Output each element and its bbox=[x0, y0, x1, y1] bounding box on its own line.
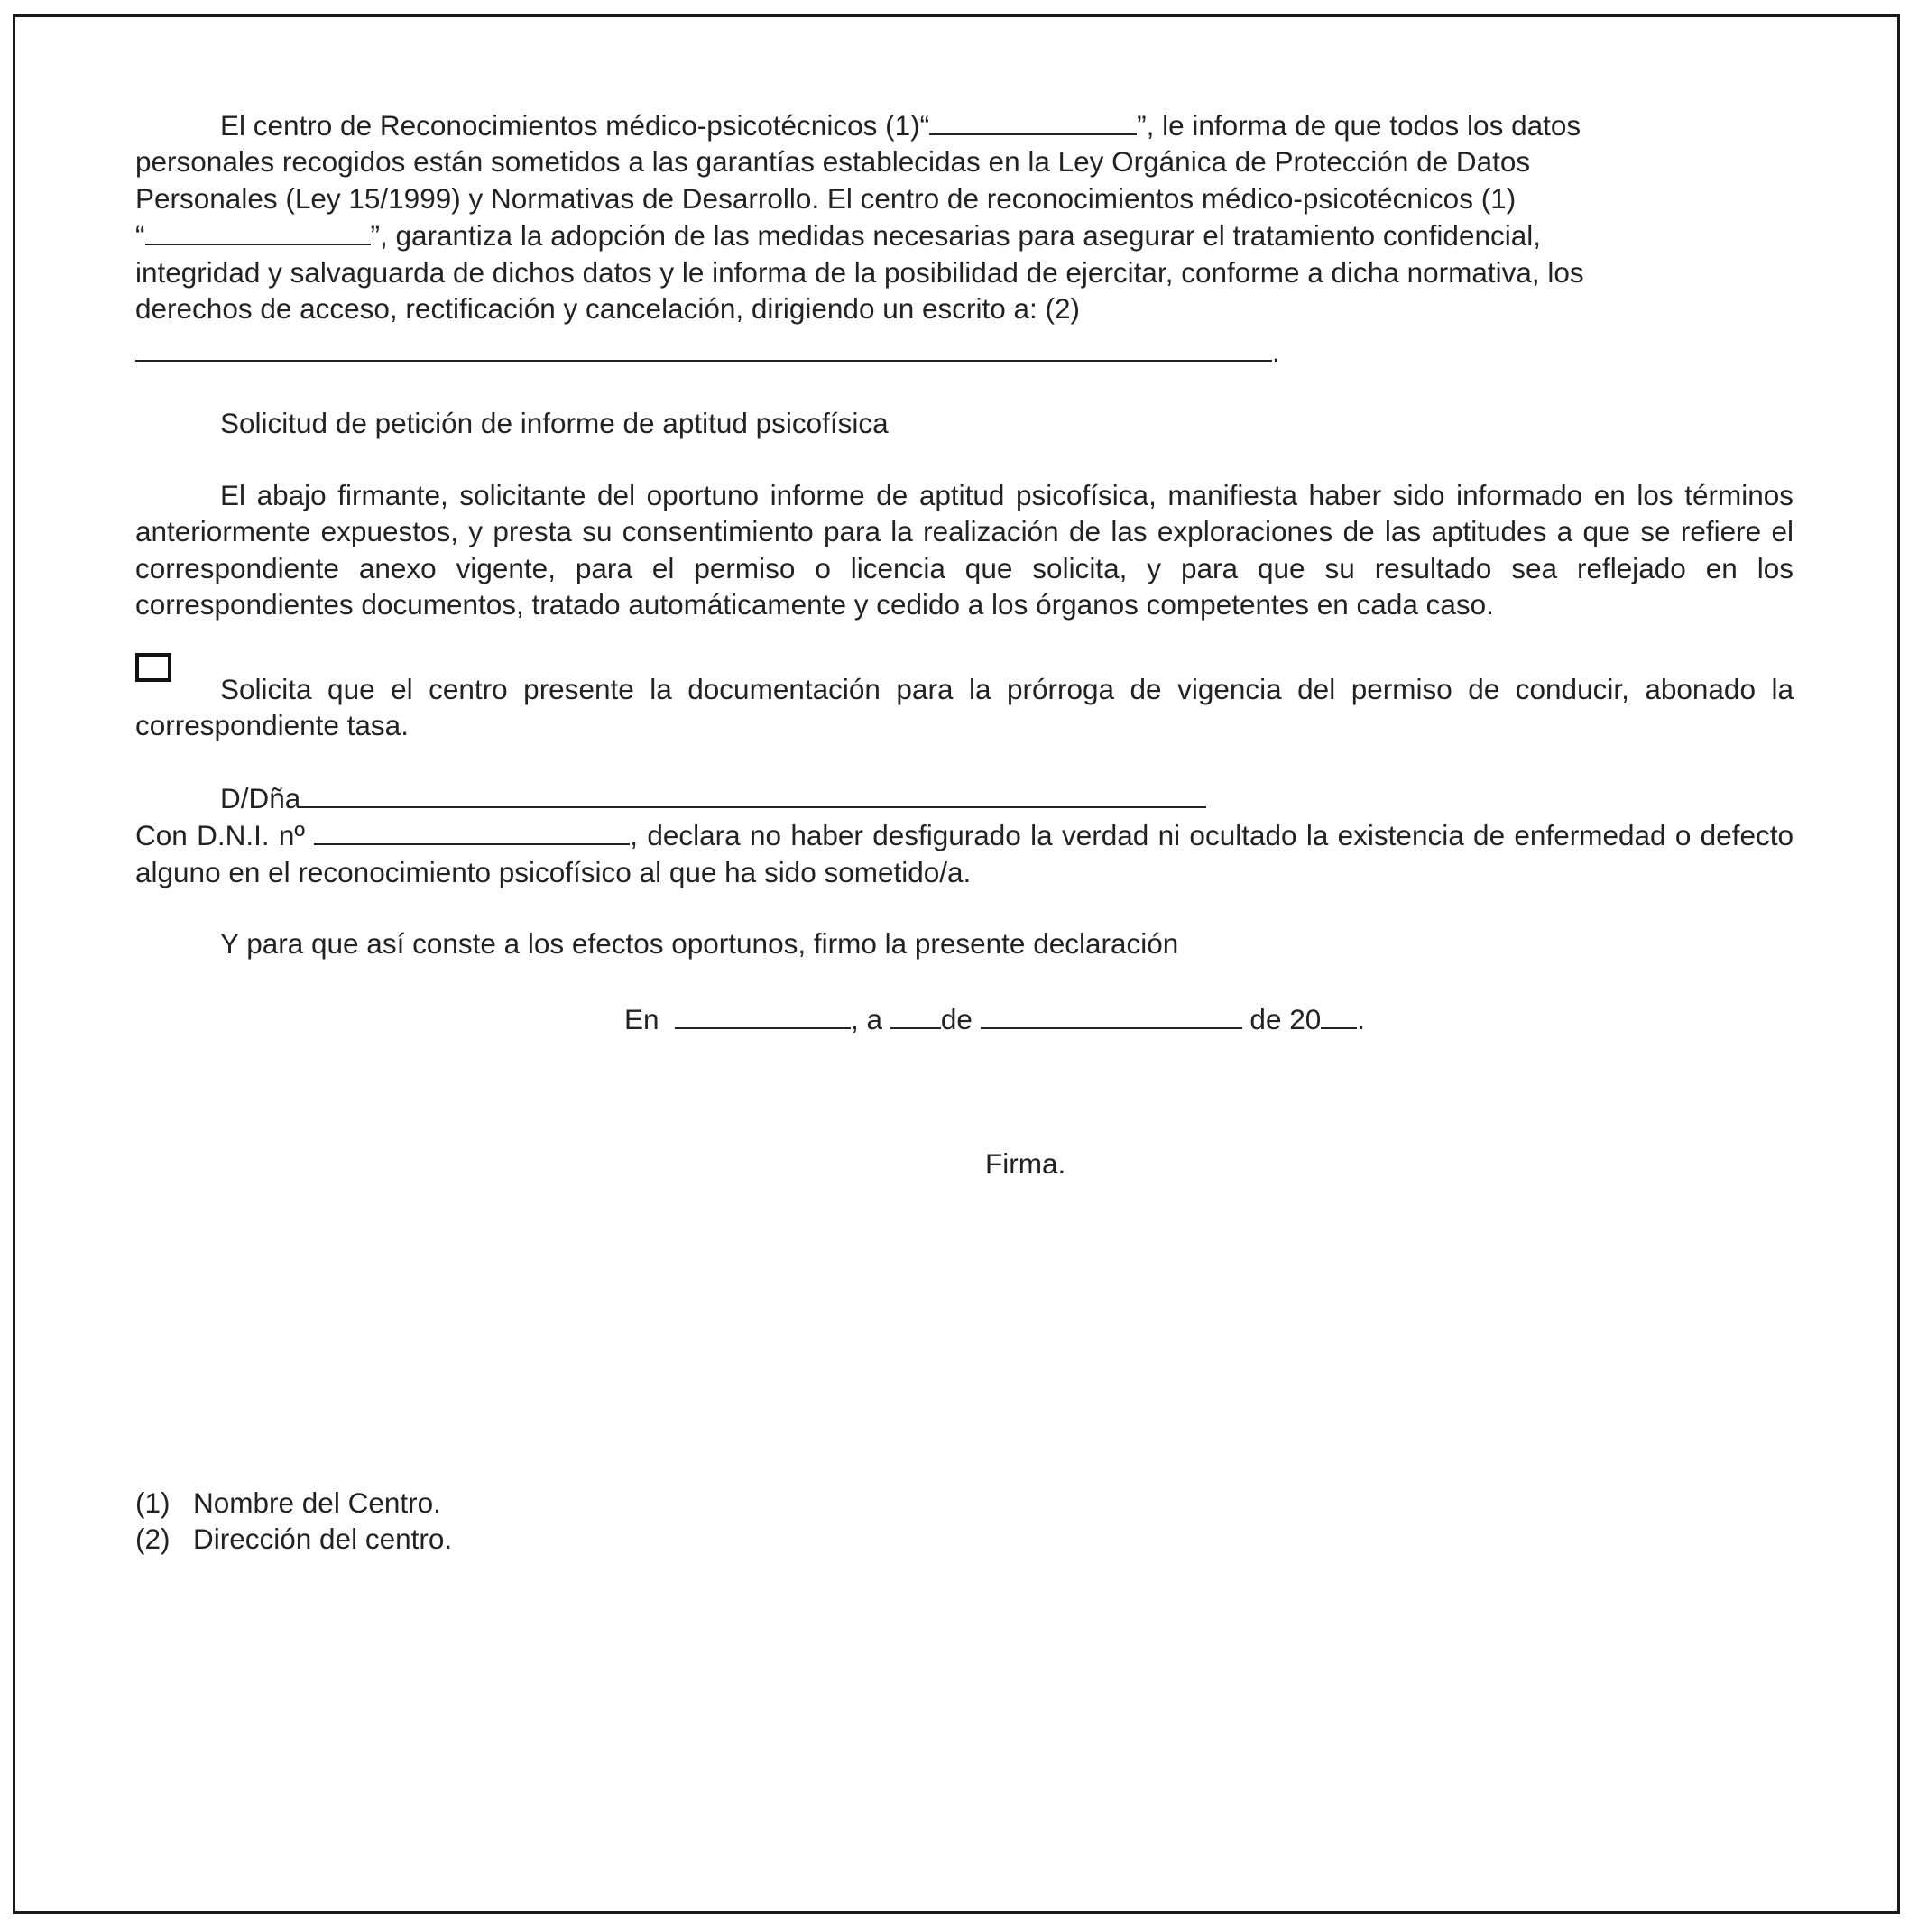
date-line: En , a de de 20 . bbox=[135, 1000, 1794, 1037]
data-protection-paragraph: El centro de Reconocimientos médico-psicotécnicos (1)“ ”, le informa de que todos los datos personales recogidos están sometidos a las garantías establecidas en la Ley Orgánica de Protección de Datos Personales (Ley 15/1999) y Normativas de Desarrollo. El centro de reconocimientos médico-psicotécnicos (1) “ ”, garantiza la adopción de las medidas necesarias para asegurar el tratamiento confidencial, integridad y salvaguarda de dichos datos y le informa de la posibilidad de ejercitar, conforme a dicha normativa, los derechos de acceso, rectificación y cancelación, dirigiendo un escrito a: (2) . bbox=[135, 106, 1794, 370]
year-blank[interactable] bbox=[1321, 1000, 1357, 1029]
place-label: En bbox=[624, 1002, 659, 1035]
document-body bbox=[135, 106, 1794, 1182]
center-address-blank[interactable] bbox=[135, 333, 1272, 362]
text-line: ”, garantiza la adopción de las medidas necesarias para asegurar el tratamiento confidencial, bbox=[370, 219, 1541, 253]
center-name-blank-1[interactable] bbox=[929, 106, 1137, 135]
consent-paragraph: El abajo firmante, solicitante del oportuno informe de aptitud psicofísica, manifiesta haber sido informado en los términos anteriormente expuestos, y presta su consentimiento para la realización de las exploraciones de las aptitudes a que se refiere el correspondiente anexo vigente, para el permiso o licencia que solicita, y para que su resultado sea reflejado en los correspondientes documentos, tratado automáticamente y cedido a los órganos competentes en cada caso. bbox=[135, 478, 1794, 621]
declaration-paragraph bbox=[135, 779, 1794, 890]
footnotes bbox=[135, 1485, 452, 1557]
renewal-request-text: Solicita que el centro presente la documentación para la prórroga de vigencia del permiso de conducir, abonado la correspondiente tasa. bbox=[135, 672, 1794, 742]
signature-label: Firma. bbox=[985, 1147, 1066, 1181]
month-blank[interactable] bbox=[981, 1000, 1242, 1029]
renewal-request-checkbox[interactable] bbox=[135, 653, 171, 682]
closing-statement: Y para que así conste a los efectos oportunos, firmo la presente declaración bbox=[220, 927, 1179, 961]
section-heading: Solicitud de petición de informe de aptitud psicofísica bbox=[220, 407, 889, 440]
dni-label: Con D.N.I. nº bbox=[135, 819, 305, 852]
footnote-item: (2) Dirección del centro. bbox=[135, 1523, 453, 1555]
name-label: D/Dña bbox=[220, 781, 301, 814]
renewal-request-row bbox=[135, 671, 1794, 744]
center-name-blank-2[interactable] bbox=[145, 216, 371, 245]
text-line: El centro de Reconocimientos médico-psicotécnicos (1)“ bbox=[220, 108, 930, 142]
text-line: integridad y salvaguarda de dichos datos y le informa de la posibilidad de ejercitar, conforme a dicha normativa, los bbox=[135, 255, 1584, 289]
declaration-text: , declara no haber desfigurado la verdad ni ocultado la existencia de enfermedad o defecto alguno en el reconocimiento psicofísico al que ha sido sometido/a. bbox=[135, 819, 1794, 888]
text-line: personales recogidos están sometidos a las garantías establecidas en la Ley Orgánica de Protección de Datos bbox=[135, 145, 1531, 179]
text-line: derechos de acceso, rectificación y cancelación, dirigiendo un escrito a: (2) bbox=[135, 292, 1081, 326]
day-blank[interactable] bbox=[890, 1000, 941, 1029]
text-line: “ bbox=[135, 219, 145, 253]
dni-blank[interactable] bbox=[314, 816, 630, 845]
text-line: ”, le informa de que todos los datos bbox=[1137, 108, 1581, 142]
place-blank[interactable] bbox=[675, 1000, 851, 1029]
text-line: Personales (Ley 15/1999) y Normativas de Desarrollo. El centro de reconocimientos médico-psicotécnicos (1) bbox=[135, 181, 1517, 215]
name-blank[interactable] bbox=[300, 779, 1206, 808]
footnote-item: (1) Nombre del Centro. bbox=[135, 1486, 441, 1519]
